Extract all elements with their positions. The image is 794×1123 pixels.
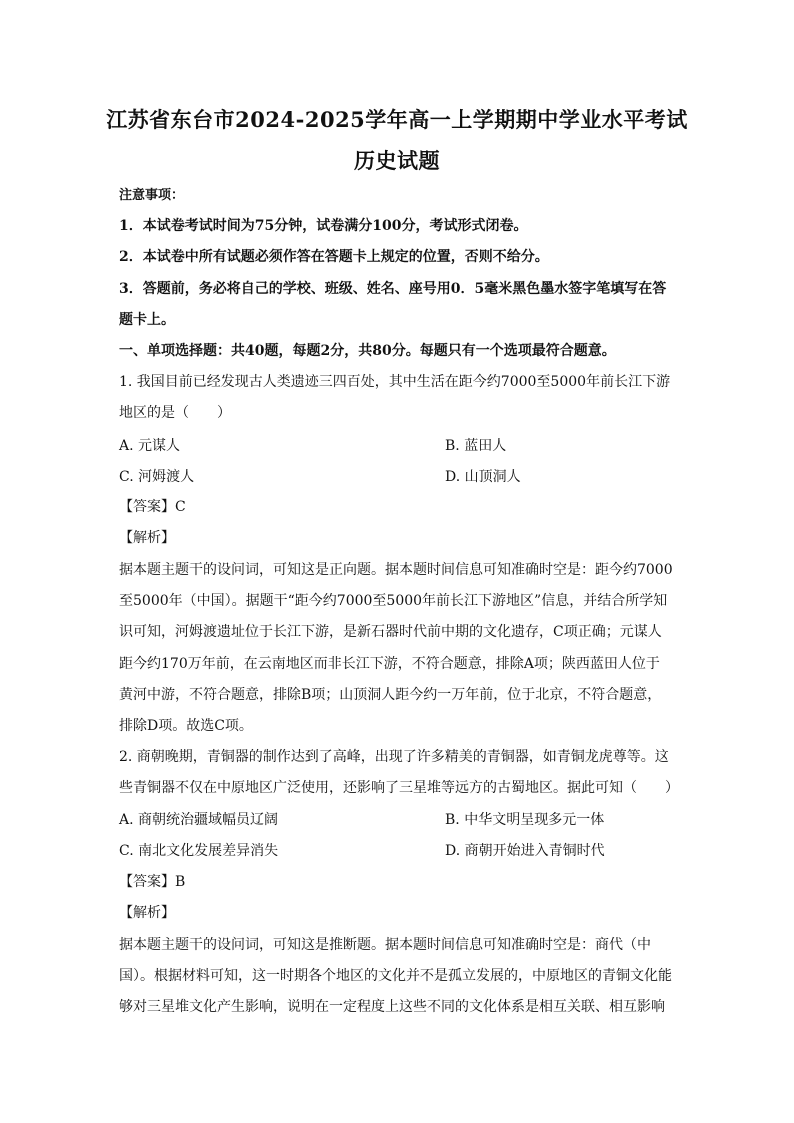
notice-item-3-cont: 题卡上。 (119, 312, 175, 328)
q2-analysis-label: 【解析】 (119, 905, 175, 921)
q1-option-a: A. 元谋人 (119, 438, 181, 454)
section-heading: 一、单项选择题：共40题，每题2分，共80分。每题只有一个选项最符合题意。 (119, 343, 616, 359)
q1-analysis-line: 距今约170万年前，在云南地区而非长江下游，不符合题意，排除A项；陕西蓝田人位于 (119, 656, 660, 672)
q1-analysis-line: 识可知，河姆渡遗址位于长江下游，是新石器时代前中期的文化遗存，C项正确；元谋人 (119, 624, 662, 640)
q2-analysis-line: 国）。根据材料可知，这一时期各个地区的文化并不是孤立发展的，中原地区的青铜文化能 (119, 968, 672, 984)
q1-option-d: D. 山顶洞人 (445, 469, 521, 485)
q1-analysis-line: 据本题主题干的设问词，可知这是正向题。据本题时间信息可知准确时空是：距今约7000 (119, 562, 673, 578)
q1-analysis-line: 排除D项。故选C项。 (119, 718, 253, 734)
q2-option-d: D. 商朝开始进入青铜时代 (445, 843, 605, 859)
q2-option-b: B. 中华文明呈现多元一体 (445, 812, 605, 828)
q2-answer: 【答案】B (119, 874, 186, 890)
exam-title: 江苏省东台市2024-2025学年高一上学期期中学业水平考试 (106, 107, 688, 132)
q1-stem: 1. 我国目前已经发现古人类遗迹三四百处，其中生活在距今约7000至5000年前长江下游 (119, 374, 671, 390)
q2-analysis-line: 据本题主题干的设问词，可知这是推断题。据本题时间信息可知准确时空是：商代（中 (119, 937, 651, 953)
notice-item-3: 3．答题前，务必将自己的学校、班级、姓名、座号用0．5毫米黑色墨水签字笔填写在答 (119, 281, 667, 297)
q2-option-a: A. 商朝统治疆域幅员辽阔 (119, 812, 279, 828)
exam-subtitle: 历史试题 (354, 148, 440, 173)
q1-option-c: C. 河姆渡人 (119, 469, 195, 485)
q2-option-c: C. 南北文化发展差异消失 (119, 843, 279, 859)
notice-item-1: 1．本试卷考试时间为75分钟，试卷满分100分，考试形式闭卷。 (119, 218, 528, 234)
q1-analysis-label: 【解析】 (119, 530, 175, 546)
q1-analysis-line: 黄河中游，不符合题意，排除B项；山顶洞人距今约一万年前，位于北京，不符合题意， (119, 687, 662, 703)
notice-heading: 注意事项： (119, 188, 185, 203)
notice-item-2: 2．本试卷中所有试题必须作答在答题卡上规定的位置，否则不给分。 (119, 249, 549, 265)
q1-analysis-line: 至5000年（中国）。据题干“距今约7000至5000年前长江下游地区”信息，并结合所学知 (119, 593, 668, 609)
q2-stem: 2. 商朝晚期，青铜器的制作达到了高峰，出现了许多精美的青铜器，如青铜龙虎尊等。这 (119, 749, 669, 765)
q2-analysis-line: 够对三星堆文化产生影响，说明在一定程度上这些不同的文化体系是相互关联、相互影响 (119, 999, 665, 1015)
q2-stem-cont: 些青铜器不仅在中原地区广泛使用，还影响了三星堆等远方的古蜀地区。据此可知（ ） (119, 780, 679, 796)
q1-option-b: B. 蓝田人 (445, 438, 507, 454)
q1-stem-cont: 地区的是（ ） (119, 405, 231, 421)
q1-answer: 【答案】C (119, 499, 186, 515)
